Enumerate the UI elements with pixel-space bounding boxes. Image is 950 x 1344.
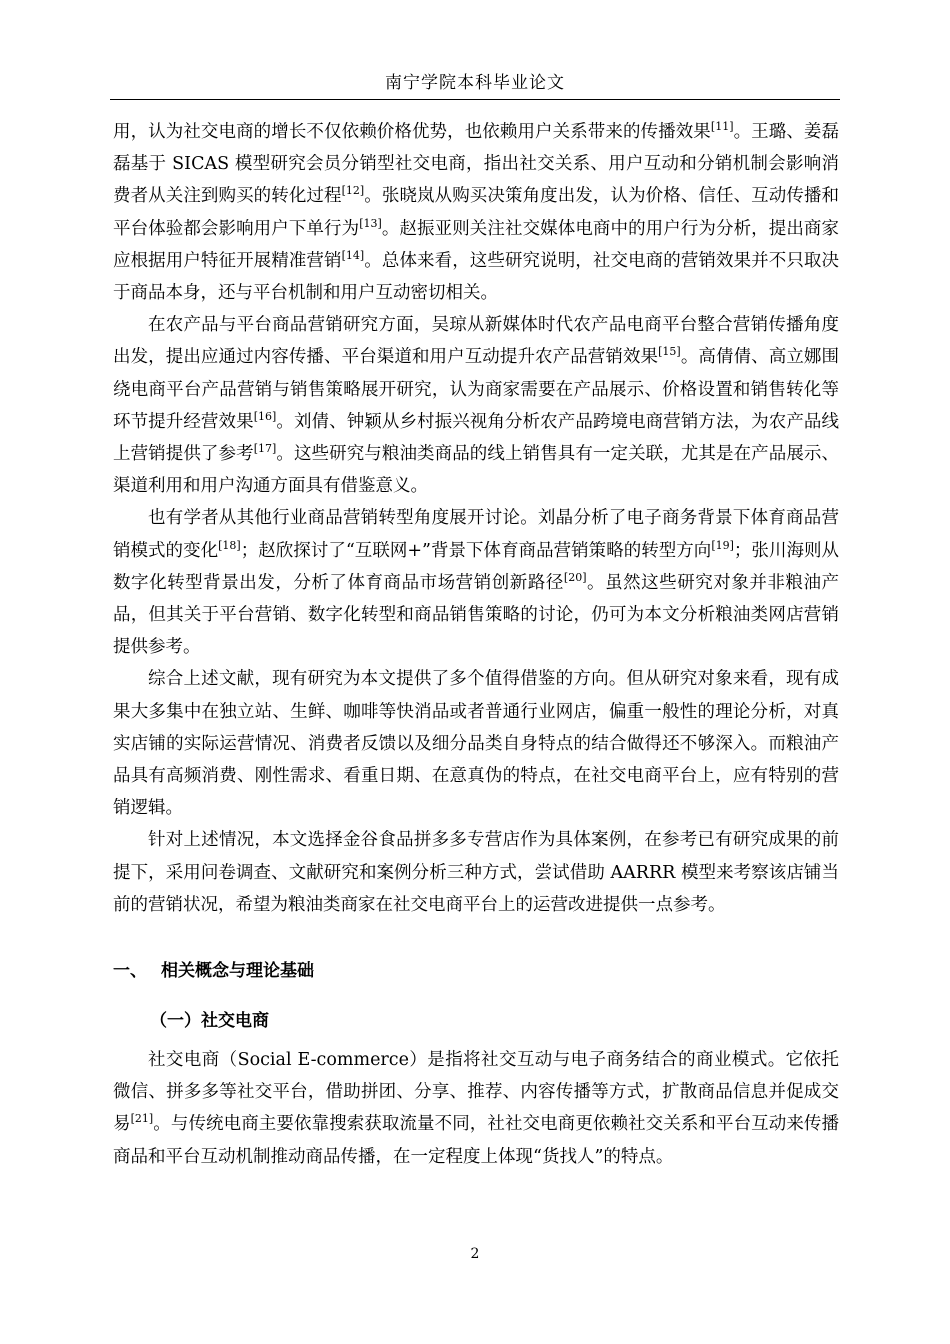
citation: [19] (711, 538, 734, 552)
citation: [16] (253, 409, 277, 423)
text-span: 。张晓岚从购买决策角度出发，认为价格、信任、互动传播和平台体验都会影响用户下单行为 (113, 186, 840, 239)
body-text (113, 116, 839, 921)
text-span: ；张川海则从数字化转型背景出发，分析了体育商品市场营销创新路径 (113, 540, 840, 593)
text-span: 。高倩倩、高立娜围绕电商平台产品营销与销售策略展开研究，认为商家需要在产品展示、价格设置和销售转化等环节提升经营效果 (113, 347, 840, 432)
section-title: 相关概念与理论基础 (161, 961, 314, 981)
text-span: 。这些研究与粮油类商品的线上销售具有一定关联，尤其是在产品展示、渠道利用和用户沟通方面具有借鉴意义。 (113, 444, 840, 497)
section-number: 一、 (113, 961, 147, 981)
citation: [12] (341, 184, 365, 198)
text-span: 。赵振亚则关注社交媒体电商中的用户行为分析，提出商家应根据用户特征开展精准营销 (113, 218, 840, 271)
page-number: 2 (470, 1246, 480, 1262)
paragraph-other-industries (113, 502, 839, 663)
paragraph-case-intro (113, 824, 839, 921)
text-span: 在农产品与平台商品营销研究方面，吴琼从新媒体时代农产品电商平台整合营销传播角度出发，提出应通过内容传播、平台渠道和用户互动提升农产品营销效果 (113, 315, 839, 368)
paragraph-social-ecommerce-definition (113, 1044, 839, 1173)
paragraph-continued (113, 116, 839, 309)
subsection-heading: （一）社交电商 (150, 1011, 269, 1031)
citation: [17] (253, 442, 277, 456)
text-span: 。王璐、姜磊磊基于 SICAS 模型研究会员分销型社交电商，指出社交关系、用户互动和分销机制会影响消费者从关注到购买的转化过程 (113, 122, 840, 207)
text-span: 社交电商（Social E-commerce）是指将社交互动与电子商务结合的商业模式。它依托微信、拼多多等社交平台，借助拼团、分享、推荐、内容传播等方式，扩散商品信息并促成交易 (113, 1050, 839, 1135)
citation: [15] (658, 345, 681, 359)
text-span: 用，认为社交电商的增长不仅依赖价格优势，也依赖用户关系带来的传播效果 (113, 122, 711, 142)
text-span: 。与传统电商主要依靠搜索获取流量不同，社社交电商更依赖社交关系和平台互动来传播商品和平台互动机制推动商品传播，在一定程度上体现“货找人”的特点。 (113, 1114, 840, 1167)
header-rule (110, 99, 840, 100)
text-span: 。总体来看，这些研究说明，社交电商的营销效果并不只取决于商品本身，还与平台机制和用户互动密切相关。 (113, 250, 840, 304)
text-span: 针对上述情况，本文选择金谷食品拼多多专营店作为具体案例，在参考已有研究成果的前提下，采用问卷调查、文献研究和案例分析三种方式，尝试借助 AARRR 模型来考察该店铺当前的营销状况，希望为粮油类商家在社交电商平台上的运营改进提供一点参考。 (113, 830, 839, 915)
running-header: 南宁学院本科毕业论文 (385, 73, 565, 93)
paragraph-agri-marketing (113, 309, 839, 502)
citation: [18] (218, 538, 241, 552)
text-span: 也有学者从其他行业商品营销转型角度展开讨论。刘晶分析了电子商务背景下体育商品营销模式的变化 (113, 508, 839, 561)
citation: [13] (359, 216, 382, 230)
citation: [21] (130, 1112, 154, 1126)
text-span: 。刘倩、钟颖从乡村振兴视角分析农产品跨境电商营销方法，为农产品线上营销提供了参考 (113, 411, 840, 465)
text-span: 综合上述文献，现有研究为本文提供了多个值得借鉴的方向。但从研究对象来看，现有成果大多集中在独立站、生鲜、咖啡等快消品或者普通行业网店，偏重一般性的理论分析，对真实店铺的实际运营情况、消费者反馈以及细分品类自身特点的结合做得还不够深入。而粮油产品具有高频消费、刚性需求、看重日期、在意真伪的特点，在社交电商平台上，应有特别的营销逻辑。 (113, 669, 839, 819)
paragraph-summary (113, 663, 839, 824)
section-body-text (113, 1044, 839, 1173)
section-heading (113, 956, 314, 981)
citation: [20] (563, 570, 587, 584)
citation: [11] (710, 120, 734, 133)
text-span: 。虽然这些研究对象并非粮油产品，但其关于平台营销、数字化转型和商品销售策略的讨论，仍可为本文分析粮油类网店营销提供参考。 (113, 572, 840, 658)
citation: [14] (341, 248, 365, 262)
text-span: ；赵欣探讨了“互联网+”背景下体育商品营销策略的转型方向 (240, 540, 712, 561)
